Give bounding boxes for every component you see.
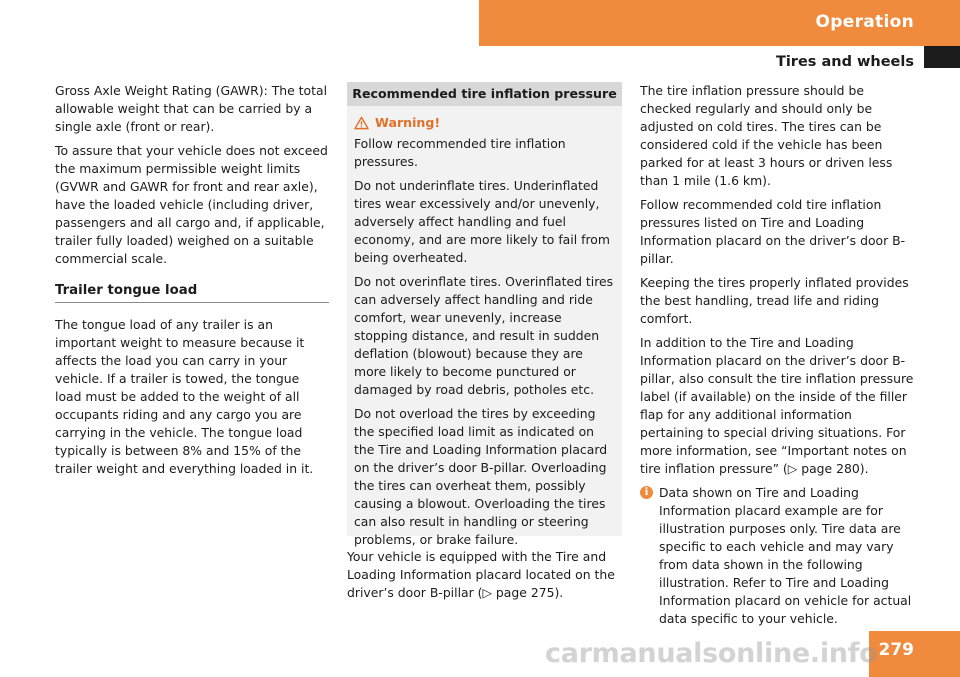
info-icon: i [640, 486, 653, 499]
warning-triangle-icon [354, 116, 369, 130]
section-title: Operation [815, 12, 914, 32]
info-note-text: Data shown on Tire and Loading Information placard example are for illustration purposes only. Tire data are specific to each vehicle and may vary from data shown in the following illustration. Refer to Tire and Loading Information placard on vehicle for actual data specific to your vehicle. [659, 485, 912, 626]
page-number-badge [869, 631, 960, 677]
gawr-paragraph: Gross Axle Weight Rating (GAWR): The total allowable weight that can be carried by a single axle (front or rear). [55, 83, 328, 134]
warning-paragraph-1: Follow recommended tire inflation pressures. [354, 136, 566, 169]
warning-label-row [354, 114, 616, 132]
warning-label: Warning! [375, 115, 441, 130]
warning-box [347, 82, 622, 547]
warning-box-title: Recommended tire inflation pressure [347, 82, 622, 106]
warning-paragraph-4: Do not overload the tires by exceeding the specified load limit as indicated on the Tire and Loading Information placard on the driver’s door B-pillar. Overloading the tires can overheat them, possibly causing a blowout. Overloading the tires can also result in handling or steering problems, or brake failure. [354, 406, 608, 547]
thumb-tab-marker [924, 46, 960, 68]
filler-flap-paragraph: In addition to the Tire and Loading Information placard on the driver’s door B-pillar, also consult the tire inflation pressure label (if available) on the inside of the filler flap for any additional information pertaining to special driving situations. For more information, see “Important notes on tire inflation pressure” (▷ page 280). [640, 335, 914, 476]
column-middle-text [347, 548, 622, 602]
warning-box-body [347, 106, 622, 549]
trailer-tongue-load-heading: Trailer tongue load [55, 282, 329, 303]
column-right [640, 82, 916, 628]
page-number: 279 [878, 640, 914, 660]
warning-paragraph-2: Do not underinflate tires. Underinflated tires wear excessively and/or unevenly, adversely affect handling and fuel economy, and are more likely to fail from being overheated. [354, 178, 610, 265]
info-note [640, 484, 916, 628]
inflation-benefit-paragraph: Keeping the tires properly inflated provides the best handling, tread life and riding comfort. [640, 275, 909, 326]
placard-location-paragraph: Your vehicle is equipped with the Tire and Loading Information placard located on the driver’s door B-pillar (▷ page 275). [347, 549, 615, 600]
column-left [55, 82, 329, 484]
weigh-paragraph: To assure that your vehicle does not exceed the maximum permissible weight limits (GVWR and GAWR for front and rear axle), have the loaded vehicle (including driver, passengers and all cargo and, if applicable, trailer fully loaded) weighed on a suitable commercial scale. [55, 143, 328, 266]
watermark: carmanualsonline.info [545, 638, 878, 669]
follow-pressure-paragraph: Follow recommended cold tire inflation pressures listed on Tire and Loading Information placard on the driver’s door B-pillar. [640, 197, 906, 266]
page-subtitle: Tires and wheels [775, 54, 914, 70]
tongue-load-paragraph: The tongue load of any trailer is an important weight to measure because it affects the load you can carry in your vehicle. If a trailer is towed, the tongue load must be added to the weight of all occupants riding and any cargo you are carrying in the vehicle. The tongue load typically is between 8% and 15% of the trailer weight and everything loaded in it. [55, 317, 314, 476]
check-pressure-paragraph: The tire inflation pressure should be checked regularly and should only be adjusted on cold tires. The tires can be considered cold if the vehicle has been parked for at least 3 hours or driven less than 1 mile (1.6 km). [640, 83, 893, 188]
warning-paragraph-3: Do not overinflate tires. Overinflated tires can adversely affect handling and ride comfort, wear unevenly, increase stopping distance, and result in sudden deflation (blowout) because they are more likely to become punctured or damaged by road debris, potholes etc. [354, 274, 614, 397]
